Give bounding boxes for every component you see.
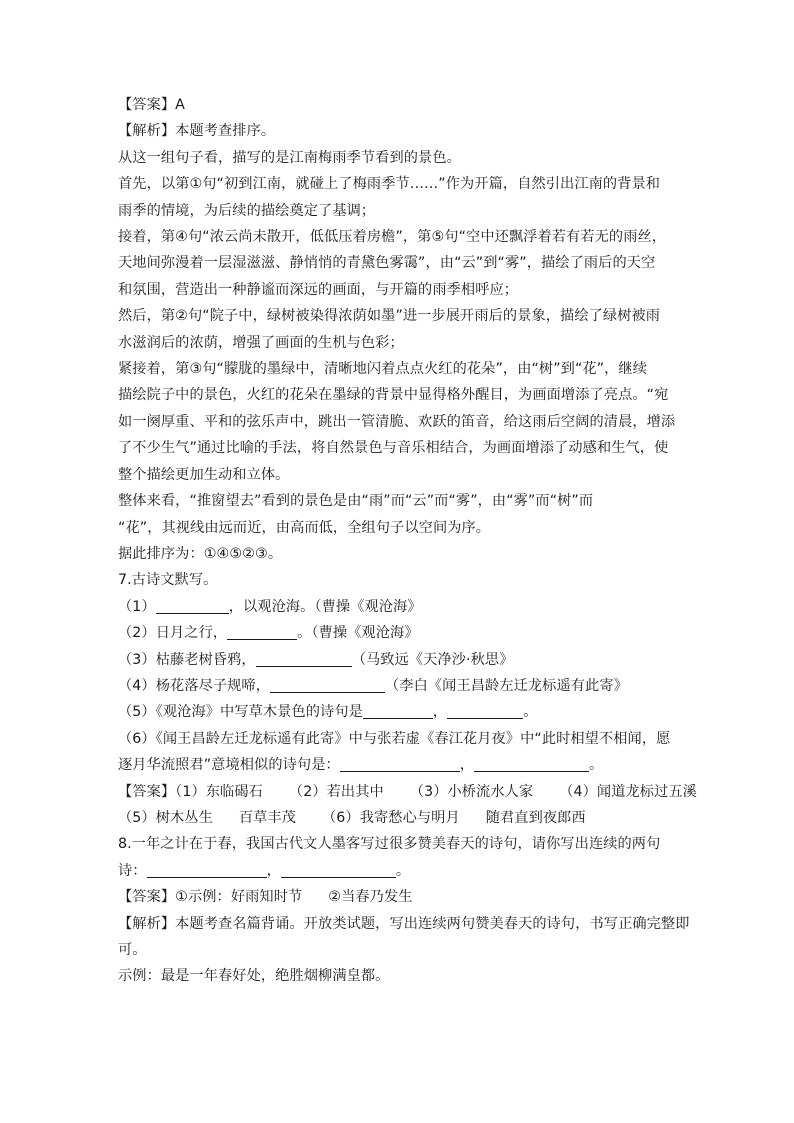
fill-blank [270, 677, 385, 693]
fill-blank [147, 862, 267, 878]
paragraph-line: 从这一组句子看，描写的是江南梅雨季节看到的景色。 [118, 149, 461, 166]
answer-7-line-2: （5）树木丛生 百草丰茂 （6）我寄愁心与明月 随君直到夜郎西 [118, 809, 586, 826]
paragraph-line: 整个描绘更加生动和立体。 [118, 466, 290, 483]
question-7-item-5: （5）《观沧海》中写草木景色的诗句是 ， 。 [118, 704, 538, 721]
fill-blank [474, 756, 589, 772]
question-8-line-2: 诗： ， 。 [118, 862, 411, 879]
analysis-8-line-2: 可。 [118, 942, 147, 958]
paragraph-line: 和氛围，营造出一种静谧而深远的画面，与开篇的雨季相呼应； [118, 281, 519, 298]
paragraph-line: “花”，其视线由远而近，由高而低，全组句子以空间为序。 [118, 519, 491, 536]
paragraph-line: 描绘院子中的景色，火红的花朵在墨绿的背景中显得格外醒目，为画面增添了亮点。“宛 [118, 387, 669, 404]
question-7-item-3: （3）枯藤老树昏鸦， （马致远《天净沙·秋思》 [118, 651, 514, 668]
fill-blank [227, 624, 297, 640]
fill-blank [156, 598, 229, 614]
paragraph-line: 如一阕厚重、平和的弦乐声中，跳出一管清脆、欢跃的笛音，给这雨后空阔的清晨，增添 [118, 413, 676, 430]
paragraph-line: 接着，第④句“浓云尚未散开，低低压着房檐”，第⑤句“空中还飘浮着若有若无的雨丝， [118, 229, 667, 246]
fill-blank [281, 862, 396, 878]
answer-8: 【答案】①示例：好雨知时节 ②当春乃发生 [118, 889, 413, 906]
question-8-line-1: 8.一年之计在于春，我国古代文人墨客写过很多赞美春天的诗句，请你写出连续的两句 [118, 836, 661, 853]
paragraph-line: 了不少生气”通过比喻的手法，将自然景色与音乐相结合，为画面增添了动感和生气，使 [118, 440, 669, 457]
question-7-item-6-line-1: （6）《闻王昌龄左迁龙标遥有此寄》中与张若虚《春江花月夜》中“此时相望不相闻，愿 [118, 730, 671, 747]
paragraph-line: 天地间弥漫着一层湿滋滋、静悄悄的青黛色雾霭”，由“云”到“雾”，描绘了雨后的天空 [118, 255, 656, 272]
answer-7-line-1: 【答案】（1）东临碣石 （2）若出其中 （3）小桥流水人家 （4）闻道龙标过五溪 [118, 783, 697, 800]
question-7-item-2: （2）日月之行， 。（曹操《观沧海》 [118, 625, 419, 642]
document-page [118, 92, 697, 990]
answer-6-label: 【答案】A [118, 97, 185, 113]
analysis-8-line-3: 示例：最是一年春好处，绝胜烟柳满皇都。 [118, 968, 390, 985]
paragraph-line: 整体来看，“推窗望去”看到的景色是由“雨”而“云”而“雾”，由“雾”而“树”而 [118, 493, 594, 510]
analysis-8-line-1: 【解析】本题考查名篇背诵。开放类试题，写出连续两句赞美春天的诗句，书写正确完整即 [118, 915, 690, 932]
paragraph-line: 然后，第②句“院子中，绿树被染得浓荫如墨”进一步展开雨后的景象，描绘了绿树被雨 [118, 308, 661, 325]
fill-blank [363, 703, 433, 719]
fill-blank [256, 651, 352, 667]
question-7-item-6-line-2: 逐月华流照君”意境相似的诗句是： ， 。 [118, 757, 604, 774]
paragraph-line: 首先，以第①句“初到江南，就碰上了梅雨季节……”作为开篇，自然引出江南的背景和 [118, 176, 661, 193]
paragraph-line: 据此排序为：①④⑤②③。 [118, 545, 283, 562]
fill-blank [340, 756, 460, 772]
fill-blank [447, 703, 523, 719]
paragraph-line: 雨季的情境，为后续的描绘奠定了基调； [118, 202, 376, 219]
question-7-item-4: （4）杨花落尽子规啼， （李白《闻王昌龄左迁龙标遥有此寄》 [118, 677, 628, 694]
paragraph-line: 水滋润后的浓荫，增强了画面的生机与色彩； [118, 334, 404, 351]
analysis-6-intro: 【解析】本题考查排序。 [118, 123, 276, 140]
question-7-title: 7.古诗文默写。 [118, 572, 218, 589]
paragraph-line: 紧接着，第③句“朦胧的墨绿中，清晰地闪着点点火红的花朵”，由“树”到“花”，继续 [118, 361, 648, 378]
question-7-item-1: （1） ，以观沧海。（曹操《观沧海》 [118, 598, 422, 615]
